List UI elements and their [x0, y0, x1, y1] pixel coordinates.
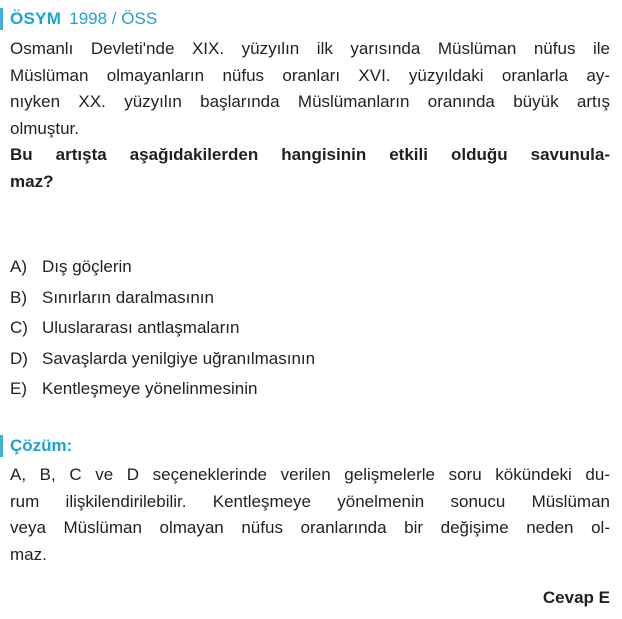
option-letter: E): [10, 379, 27, 398]
header-accent-bar: [0, 8, 3, 30]
option-b[interactable]: [10, 283, 610, 314]
exam-brand: ÖSYM: [10, 9, 62, 28]
stem-line: olmuştur.: [10, 118, 79, 138]
option-text: Uluslararası antlaşmaların: [42, 318, 240, 337]
option-e[interactable]: [10, 374, 610, 405]
option-d[interactable]: [10, 344, 610, 375]
stem-line: Osmanlı Devleti'nde XIX. yüzyılın ilk yarısında Müslüman nüfus ile: [10, 39, 610, 58]
option-letter: C): [10, 318, 28, 337]
stem-line: Müslüman olmayanların nüfus oranları XVI. yüzyıldaki oranlarla ay-: [10, 65, 610, 85]
question-stem: [10, 36, 610, 142]
option-letter: A): [10, 257, 27, 276]
option-a[interactable]: [10, 252, 610, 283]
question-prompt: [10, 142, 610, 195]
solution-title: Çözüm:: [10, 436, 73, 455]
answer-options: [10, 252, 610, 405]
option-letter: B): [10, 287, 27, 307]
option-c[interactable]: [10, 313, 610, 344]
exam-source: 1998 / ÖSS: [69, 9, 158, 28]
solution-line: A, B, C ve D seçeneklerinde verilen gelişmelerle soru kökündeki du-: [10, 465, 610, 484]
prompt-line: maz?: [10, 171, 54, 191]
question-header: [10, 8, 157, 30]
solution-line: veya Müslüman olmayan nüfus oranlarında bir değişime neden ol-: [10, 518, 610, 537]
option-text: Savaşlarda yenilgiye uğranılmasının: [42, 348, 316, 368]
stem-line: nıyken XX. yüzyılın başlarında Müslümanların oranında büyük artış: [10, 92, 610, 111]
solution-line: rum ilişkilendirilebilir. Kentleşmeye yönelmenin sonucu Müslüman: [10, 491, 610, 511]
prompt-line: Bu artışta aşağıdakilerden hangisinin etkili olduğu savunula-: [10, 145, 610, 164]
solution-accent-bar: [0, 435, 3, 457]
solution-text: [10, 462, 610, 568]
option-text: Sınırların daralmasının: [42, 287, 214, 307]
option-text: Kentleşmeye yönelinmesinin: [42, 379, 258, 398]
option-letter: D): [10, 348, 28, 368]
solution-line: maz.: [10, 544, 47, 564]
option-text: Dış göçlerin: [42, 257, 132, 276]
answer-key: Cevap E: [542, 588, 610, 607]
